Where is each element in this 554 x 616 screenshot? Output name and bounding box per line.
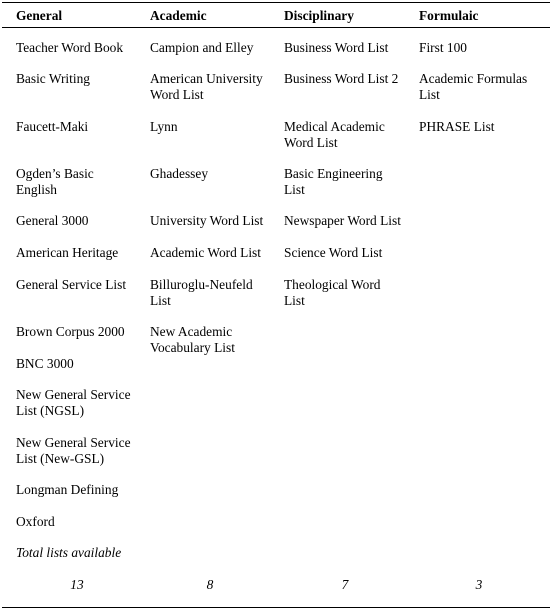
table-cell: Theological Word List [284, 277, 381, 308]
table-cell: Academic Word List [150, 245, 261, 260]
table-cell: Business Word List [284, 40, 389, 55]
table-cell: Longman Defining [16, 482, 119, 497]
table-cell: Oxford [16, 514, 55, 529]
table-cell: Newspaper Word List [284, 213, 401, 228]
table-cell: Science Word List [284, 245, 383, 260]
table-cell: Lynn [150, 119, 178, 134]
table-cell: Basic Engineering List [284, 166, 383, 197]
table-cell: Business Word List 2 [284, 71, 399, 86]
table-top-rule [2, 2, 550, 3]
table-cell: General 3000 [16, 213, 89, 228]
table-cell: Medical Academic Word List [284, 119, 385, 150]
table-cell: New General Service List (New-GSL) [16, 435, 131, 466]
header-academic: Academic [150, 8, 207, 23]
total-formulaic: 3 [475, 577, 483, 592]
table-cell: Brown Corpus 2000 [16, 324, 125, 339]
table-cell: Campion and Elley [150, 40, 254, 55]
table-cell: American Heritage [16, 245, 119, 260]
table-cell: University Word List [150, 213, 264, 228]
header-rule [2, 27, 550, 28]
header-disciplinary: Disciplinary [284, 8, 354, 23]
table-cell: Ghadessey [150, 166, 209, 181]
table-cell: Ogden’s Basic English [16, 166, 94, 197]
total-disciplinary: 7 [341, 577, 349, 592]
table-cell: Faucett-Maki [16, 119, 89, 134]
table-cell: Teacher Word Book [16, 40, 124, 55]
totals-label: Total lists available [16, 545, 122, 560]
table-cell: New Academic Vocabulary List [150, 324, 235, 355]
table-cell: American University Word List [150, 71, 263, 102]
header-general: General [16, 8, 63, 23]
table-cell: Billuroglu-Neufeld List [150, 277, 253, 308]
table-bottom-rule [2, 607, 550, 608]
table-cell: Basic Writing [16, 71, 90, 86]
total-academic: 8 [206, 577, 214, 592]
table-cell: New General Service List (NGSL) [16, 387, 131, 418]
table-cell: Academic Formulas List [419, 71, 528, 102]
table-cell: BNC 3000 [16, 356, 74, 371]
table-cell: PHRASE List [419, 119, 495, 134]
table-cell: General Service List [16, 277, 127, 292]
header-formulaic: Formulaic [419, 8, 479, 23]
table-cell: First 100 [419, 40, 467, 55]
total-general: 13 [70, 577, 84, 592]
